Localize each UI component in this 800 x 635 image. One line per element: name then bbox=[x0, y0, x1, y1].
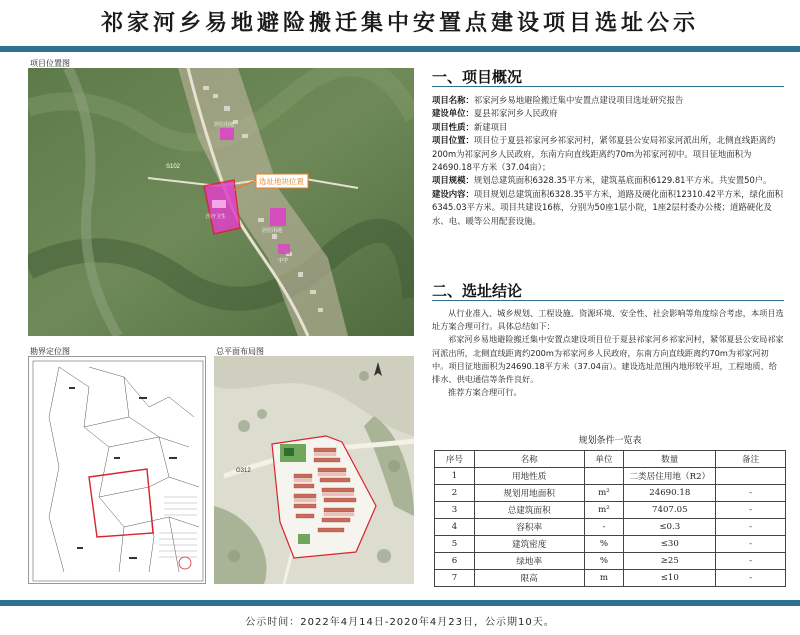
overview-item: 建设单位：夏县祁家河乡人民政府 bbox=[432, 108, 558, 119]
overview-body bbox=[432, 94, 784, 228]
page-header bbox=[0, 0, 800, 52]
table-row: 5 建筑密度 % ≤30 - bbox=[435, 536, 786, 553]
overview-title: 一、项目概况 bbox=[432, 68, 523, 86]
site-callout-label: 选址地块位置 bbox=[259, 177, 304, 186]
overview-item: 项目位置：项目位于夏县祁家河乡祁家河村，紧邻夏县公安局祁家河派出所，北侧直线距离约200m为祁家河乡人民政府，东南方向直线距离约70m为祁家河初中。项目征地面积为24690.18平方米（37.04亩）； bbox=[432, 135, 776, 173]
page-title: 祁家河乡易地避险搬迁集中安置点建设项目选址公示 bbox=[100, 11, 699, 36]
footer-accent-bar bbox=[0, 600, 800, 606]
conclusion-paragraph: 从行业准入、城乡规划、工程设施、资源环境、安全性、社会影响等角度综合考虑，本项目选址方案合理可行。具体总结如下： bbox=[432, 308, 784, 332]
road-s102-label: S102 bbox=[166, 164, 181, 170]
table-header-cell: 序号 bbox=[435, 451, 475, 468]
conclusion-rule bbox=[432, 300, 784, 301]
conditions-table-title: 规划条件一览表 bbox=[578, 436, 642, 446]
landuse-label-b: 医疗卫生 bbox=[206, 214, 227, 220]
table-header-row bbox=[435, 451, 786, 468]
table-header-cell: 名称 bbox=[474, 451, 584, 468]
location-map-label: 项目位置图 bbox=[30, 59, 70, 68]
road-g312-label: G312 bbox=[236, 468, 251, 474]
overview-item: 项目名称：祁家河乡易地避险搬迁集中安置点建设项目选址研究报告 bbox=[432, 95, 684, 105]
landuse-residential bbox=[220, 128, 234, 140]
table-row: 7 限高 m ≤10 - bbox=[435, 570, 786, 587]
overview-item: 项目性质：新建项目 bbox=[432, 121, 508, 132]
table-row: 4 容积率 - ≤0.3 - bbox=[435, 519, 786, 536]
conclusion-paragraph: 推荐方案合理可行。 bbox=[448, 387, 522, 398]
landuse-label-d: 中学 bbox=[278, 258, 289, 264]
table-row: 2 规划用地面积 m² 24690.18 - bbox=[435, 485, 786, 502]
landuse-label-c: 居住用地 bbox=[262, 228, 283, 234]
conditions-table bbox=[434, 450, 786, 587]
table-row: 1 用地性质 二类居住用地（R2） bbox=[435, 468, 786, 485]
header-accent-bar bbox=[0, 46, 800, 52]
site-building bbox=[212, 200, 226, 208]
overview-item: 项目规模：规划总建筑面积6328.35平方米，建筑基底面积6129.81平方米。共安置50户。 bbox=[432, 175, 772, 186]
boundary-map-label: 勘界定位图 bbox=[30, 347, 70, 356]
table-header-cell: 数量 bbox=[624, 451, 716, 468]
table-header-cell: 单位 bbox=[584, 451, 624, 468]
publicity-period: 公示时间：2022年4月14日-2020年4月23日，公示期10天。 bbox=[245, 617, 555, 628]
table-header-cell: 备注 bbox=[716, 451, 786, 468]
landuse-medical bbox=[270, 208, 286, 226]
location-map[interactable] bbox=[28, 68, 414, 336]
landuse-label-a: 居住用地 bbox=[214, 122, 235, 128]
conclusion-title: 二、选址结论 bbox=[432, 282, 523, 300]
conclusion-paragraph: 祁家河乡易地避险搬迁集中安置点建设项目位于夏县祁家河乡祁家河村，紧邻夏县公安局祁家河派出所，北侧直线距离约200m为祁家河乡人民政府，东南方向直线距离约70m为祁家河初中。项目征地面积为24690.18平方米（37.04亩）。建设选址范围内地形较平坦，工程地质、给排水、供电通信等条件良好。 bbox=[432, 334, 784, 385]
conclusion-body bbox=[432, 307, 784, 399]
plan-map-label: 总平面布局图 bbox=[216, 347, 264, 356]
site-plan-map[interactable] bbox=[214, 356, 414, 584]
overview-item: 建设内容：项目规划总建筑面积6328.35平方米，道路及硬化面积12310.42平方米，绿化面积6345.03平方米。项目共建设16栋，分别为50座1层小院，1座2层村委办公楼；道路硬化及水、电、暖等公用配套设施。 bbox=[432, 188, 783, 226]
boundary-map[interactable] bbox=[28, 356, 206, 584]
overview-rule bbox=[432, 86, 784, 87]
table-row: 3 总建筑面积 m² 7407.05 - bbox=[435, 502, 786, 519]
table-row: 6 绿地率 % ≥25 - bbox=[435, 553, 786, 570]
landuse-school bbox=[278, 244, 290, 254]
